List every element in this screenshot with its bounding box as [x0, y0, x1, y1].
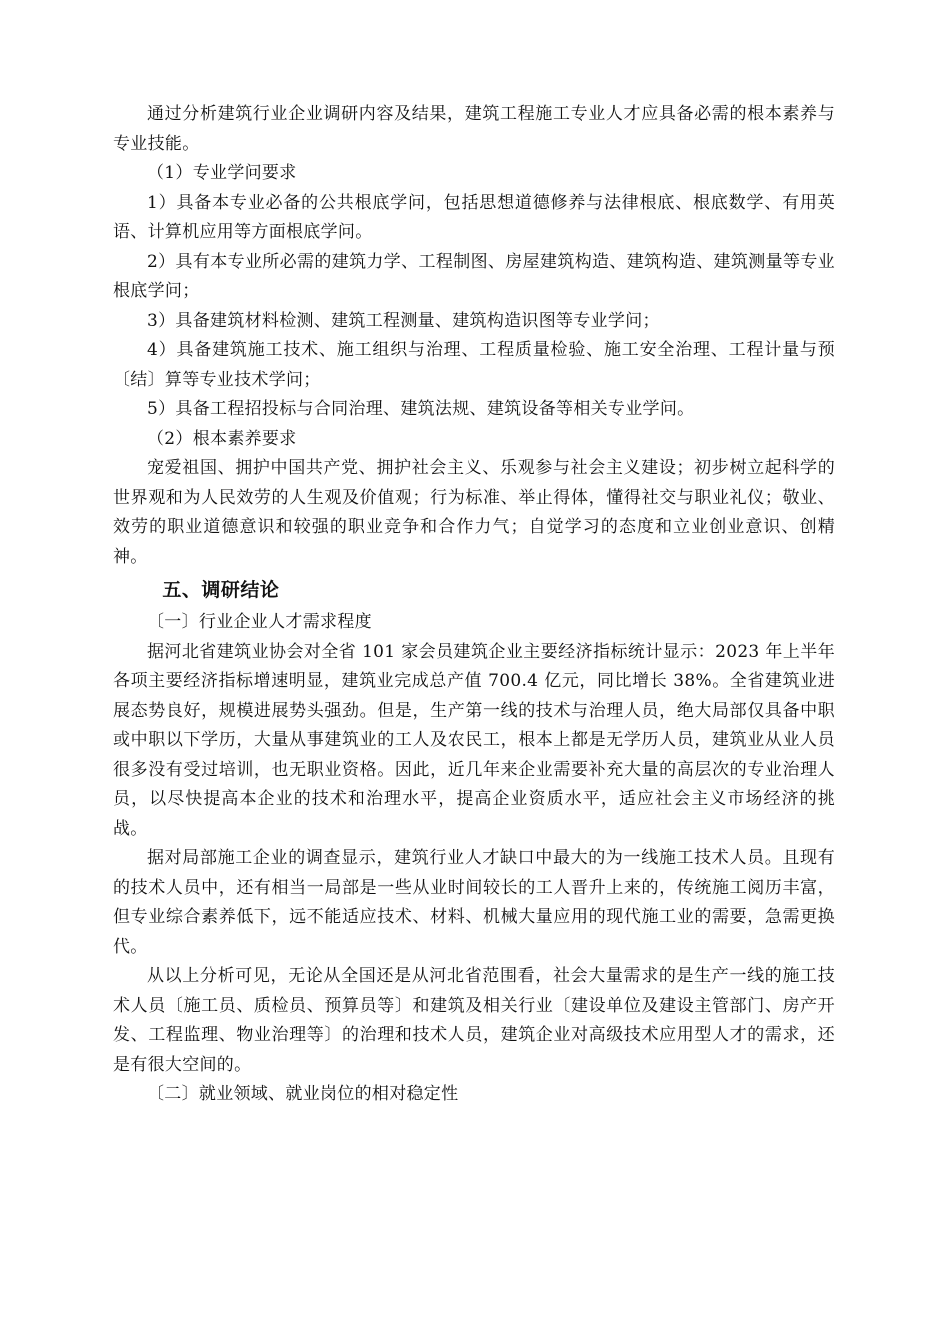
list-item-5: 5）具备工程招投标与合同治理、建筑法规、建筑设备等相关专业学问。: [147, 399, 695, 419]
list-item-2: 2）具有本专业所必需的建筑力学、工程制图、房屋建筑构造、建筑构造、建筑测量等专业根底学问；: [113, 251, 835, 301]
list-item-1: 1）具备本专业必备的公共根底学问，包括思想道德修养与法律根底、根底数学、有用英语、计算机应用等方面根底学问。: [113, 192, 835, 242]
subsection-talent-demand: 〔一〕行业企业人才需求程度: [147, 612, 372, 632]
list-item-4: 4）具备建筑施工技术、施工组织与治理、工程质量检验、施工安全治理、工程计量与预〔结〕算等专业技术学问；: [113, 340, 835, 390]
statistics-paragraph: 据河北省建筑业协会对全省 101 家会员建筑企业主要经济指标统计显示：2023 年上半年各项主要经济指标增速明显，建筑业完成总产值 700.4 亿元，同比增长 38%。全省建筑业进展态势良好，规模进展势头强劲。但是，生产第一线的技术与治理人员，绝大局部仅具备中职或中职以下学历，大量从事建筑业的工人及农民工，根本上都是无学历人员，建筑业从业人员很多没有受过培训，也无职业资格。因此，近几年来企业需要补充大量的高层次的专业治理人员，以尽快提高本企业的技术和治理水平，提高企业资质水平，适应社会主义市场经济的挑战。: [113, 641, 835, 839]
subsection-employment-stability: 〔二〕就业领域、就业岗位的相对稳定性: [147, 1084, 459, 1104]
section-heading-conclusion: 五、调研结论: [162, 579, 280, 601]
list-item-3: 3）具备建筑材料检测、建筑工程测量、建筑构造识图等专业学问；: [147, 310, 660, 331]
survey-paragraph: 据对局部施工企业的调查显示，建筑行业人才缺口中最大的为一线施工技术人员。且现有的技术人员中，还有相当一局部是一些从业时间较长的工人晋升上来的，传统施工阅历丰富，但专业综合素养低下，远不能适应技术、材料、机械大量应用的现代施工业的需要，急需更换代。: [113, 848, 835, 957]
intro-paragraph: 通过分析建筑行业企业调研内容及结果，建筑工程施工专业人才应具备必需的根本素养与专业技能。: [113, 104, 835, 154]
analysis-paragraph: 从以上分析可见，无论从全国还是从河北省范围看，社会大量需求的是生产一线的施工技术人员〔施工员、质检员、预算员等〕和建筑及相关行业〔建设单位及建设主管部门、房产开发、工程监理、物业治理等〕的治理和技术人员，建筑企业对高级技术应用型人才的需求，还是有很大空间的。: [113, 966, 835, 1075]
quality-paragraph: 宠爱祖国、拥护中国共产党、拥护社会主义、乐观参与社会主义建设；初步树立起科学的世界观和为人民效劳的人生观及价值观；行为标准、举止得体，懂得社交与职业礼仪；敬业、效劳的职业道德意识和较强的职业竞争和合作力气；自觉学习的态度和立业创业意识、创精神。: [113, 458, 835, 567]
document-page: [113, 100, 835, 1110]
subsection-professional-knowledge: （1）专业学问要求: [147, 163, 297, 183]
subsection-basic-quality: （2）根本素养要求: [147, 428, 297, 449]
